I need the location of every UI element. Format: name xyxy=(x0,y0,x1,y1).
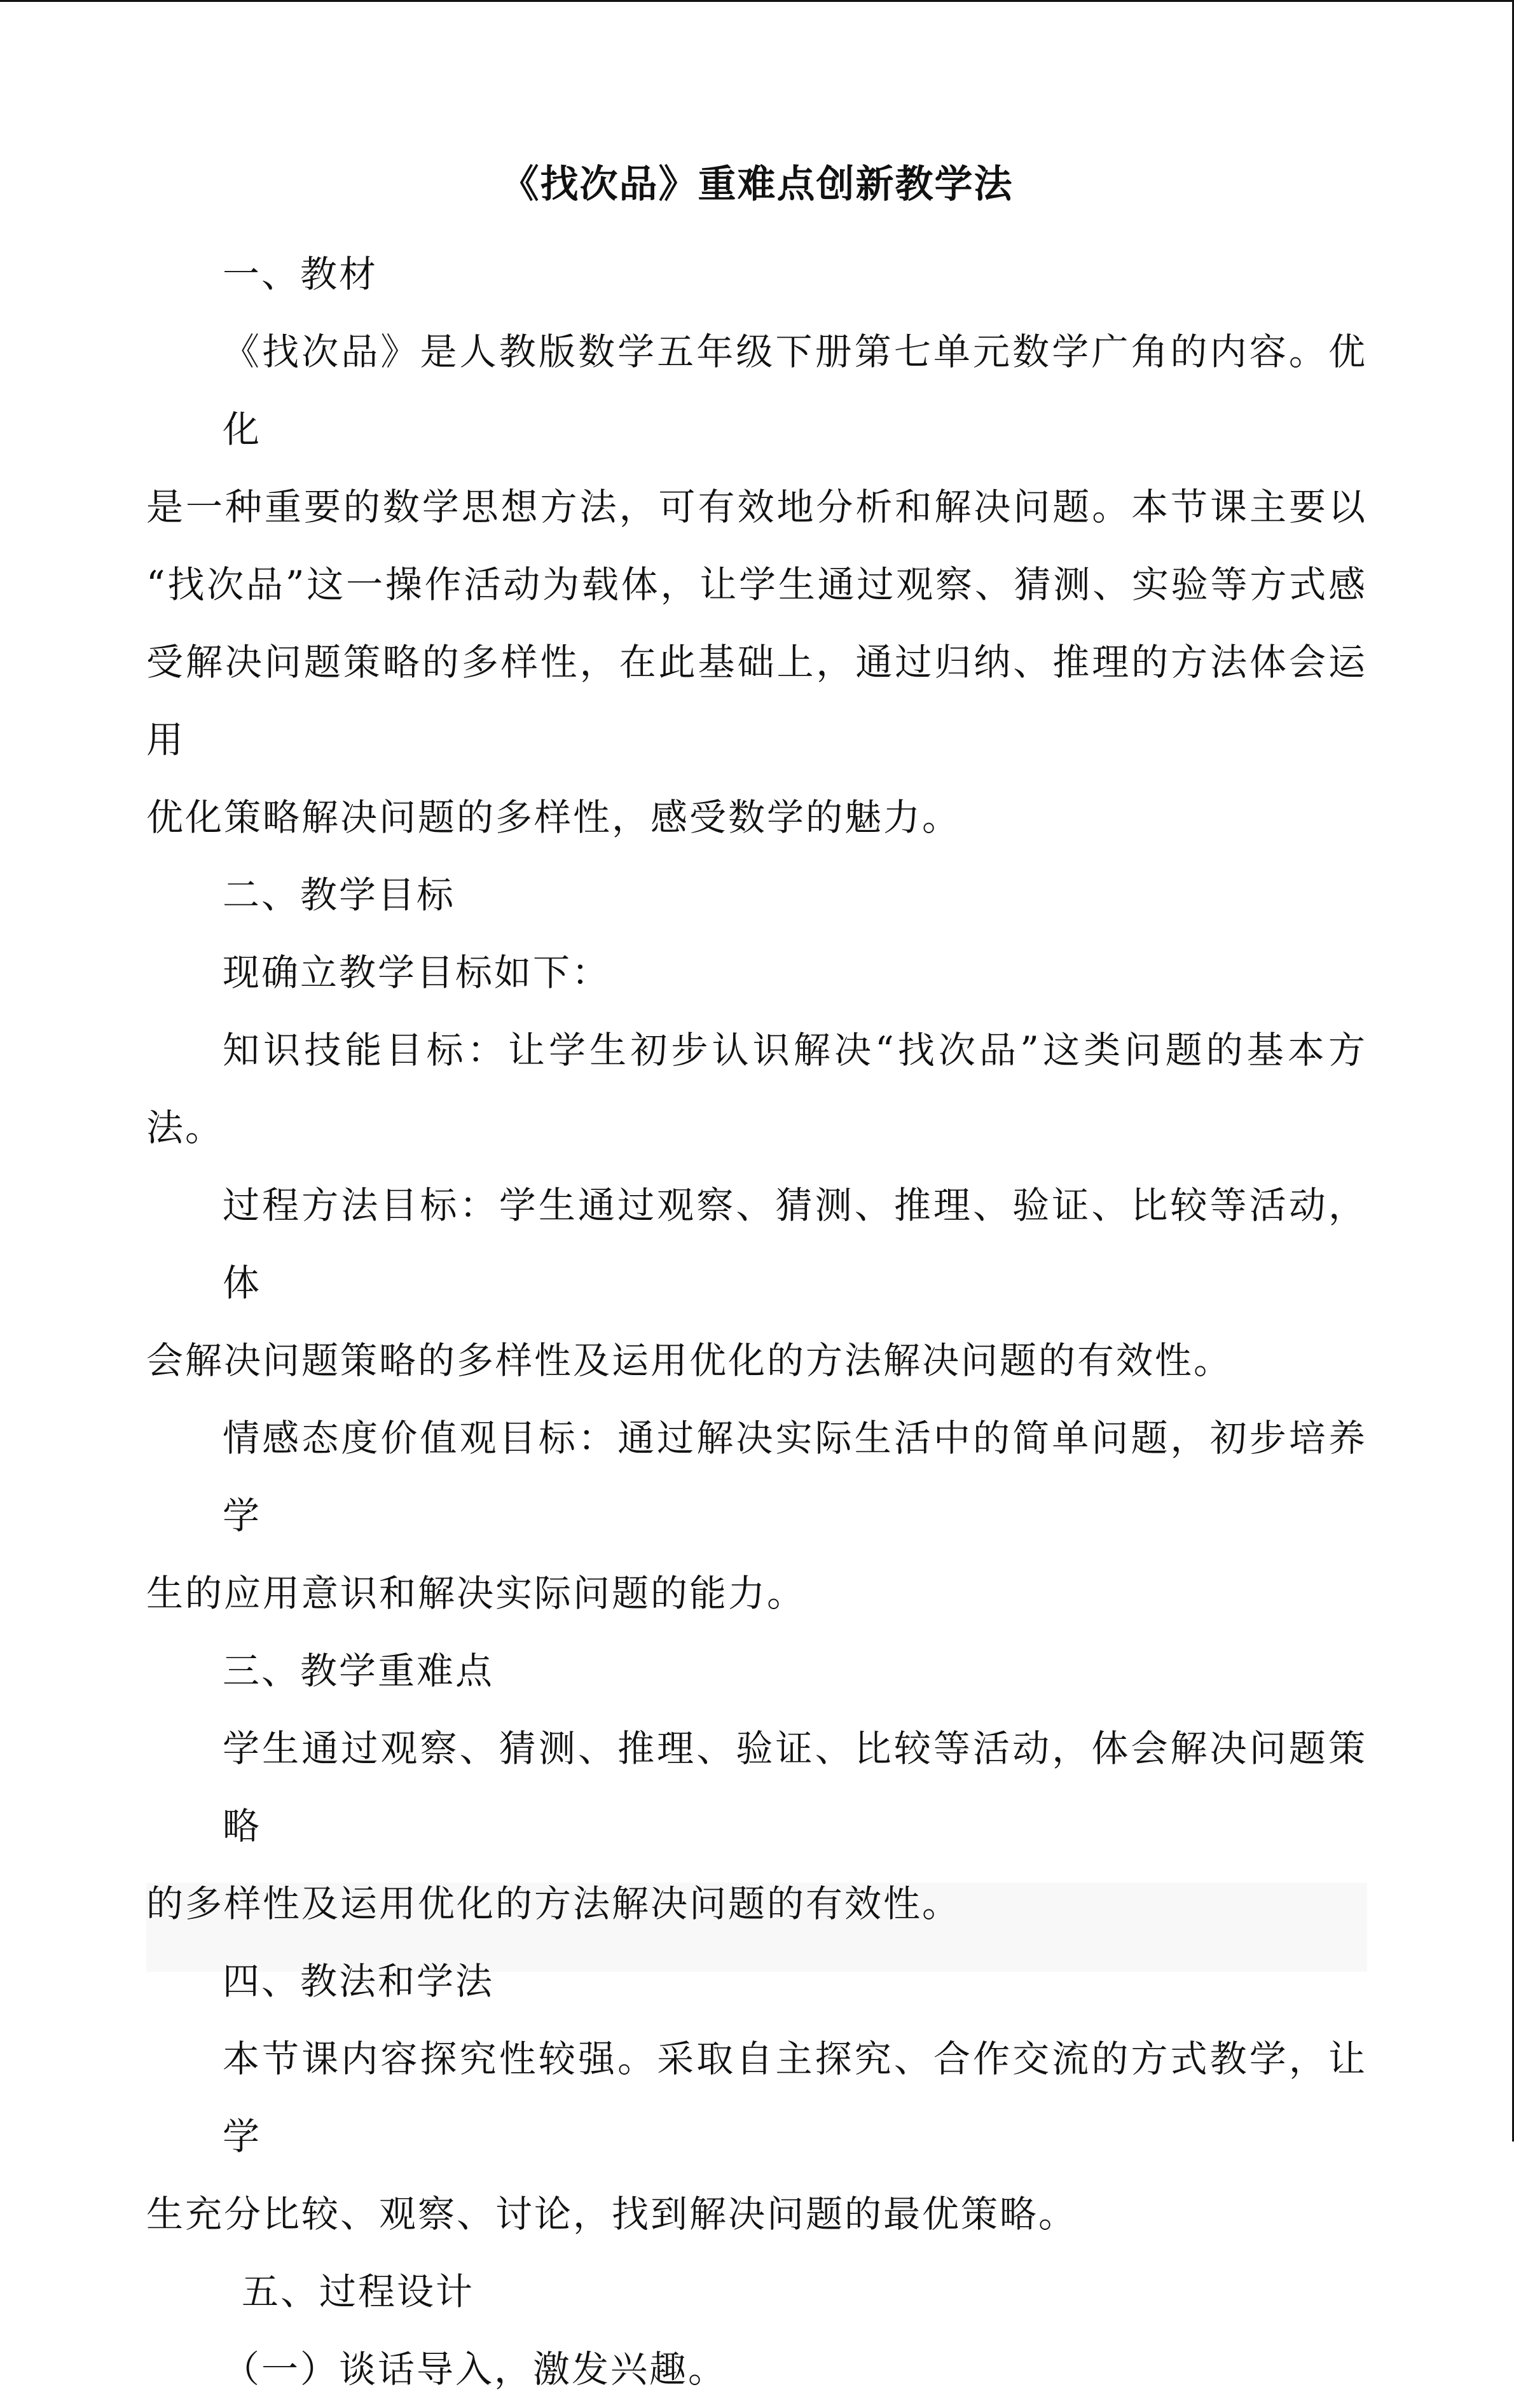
section-heading-process: 五、过程设计 xyxy=(242,2270,475,2313)
paragraph-line: 会解决问题策略的多样性及运用优化的方法解决问题的有效性。 xyxy=(146,1339,1233,1382)
paragraph-line: 现确立教学目标如下： xyxy=(223,951,611,994)
paragraph-line: 是一种重要的数学思想方法，可有效地分析和解决问题。本节课主要以 xyxy=(146,485,1367,529)
paragraph-line: 本节课内容探究性较强。采取自主探究、合作交流的方式教学，让学 xyxy=(223,2037,1367,2158)
document-body xyxy=(146,235,1367,2408)
paragraph-line: 学生通过观察、猜测、推理、验证、比较等活动，体会解决问题策略 xyxy=(223,1727,1367,1848)
paragraph-line: 优化策略解决问题的多样性，感受数学的魅力。 xyxy=(146,796,961,839)
paragraph-line: 的多样性及运用优化的方法解决问题的有效性。 xyxy=(146,1882,961,1925)
paragraph-line: 知识技能目标：让学生初步认识解决“找次品”这类问题的基本方 xyxy=(223,1028,1367,1072)
paragraph-line: 受解决问题策略的多样性，在此基础上，通过归纳、推理的方法体会运用 xyxy=(146,640,1367,761)
document-title: 《找次品》重难点创新教学法 xyxy=(500,162,1014,207)
section-heading-methods: 四、教法和学法 xyxy=(223,1960,495,2003)
paragraph-line: 过程方法目标：学生通过观察、猜测、推理、验证、比较等活动，体 xyxy=(223,1184,1367,1304)
page-border-top xyxy=(0,0,1514,2)
paragraph-line: “找次品”这一操作活动为载体，让学生通过观察、猜测、实验等方式感 xyxy=(146,563,1367,606)
paragraph-line: 《找次品》是人教版数学五年级下册第七单元数学广角的内容。优化 xyxy=(223,330,1367,451)
subsection-heading: （一）谈话导入，激发兴趣。 xyxy=(223,2348,727,2391)
paragraph-line: 生的应用意识和解决实际问题的能力。 xyxy=(146,1572,806,1615)
section-heading-textbook: 一、教材 xyxy=(223,253,378,296)
paragraph-line: 法。 xyxy=(146,1106,224,1149)
paragraph-line: 生充分比较、观察、讨论，找到解决问题的最优策略。 xyxy=(146,2192,1078,2236)
section-heading-goals: 二、教学目标 xyxy=(223,873,456,917)
section-heading-key-points: 三、教学重难点 xyxy=(223,1649,495,1692)
paragraph-line: 情感态度价值观目标：通过解决实际生活中的简单问题，初步培养学 xyxy=(223,1416,1367,1537)
